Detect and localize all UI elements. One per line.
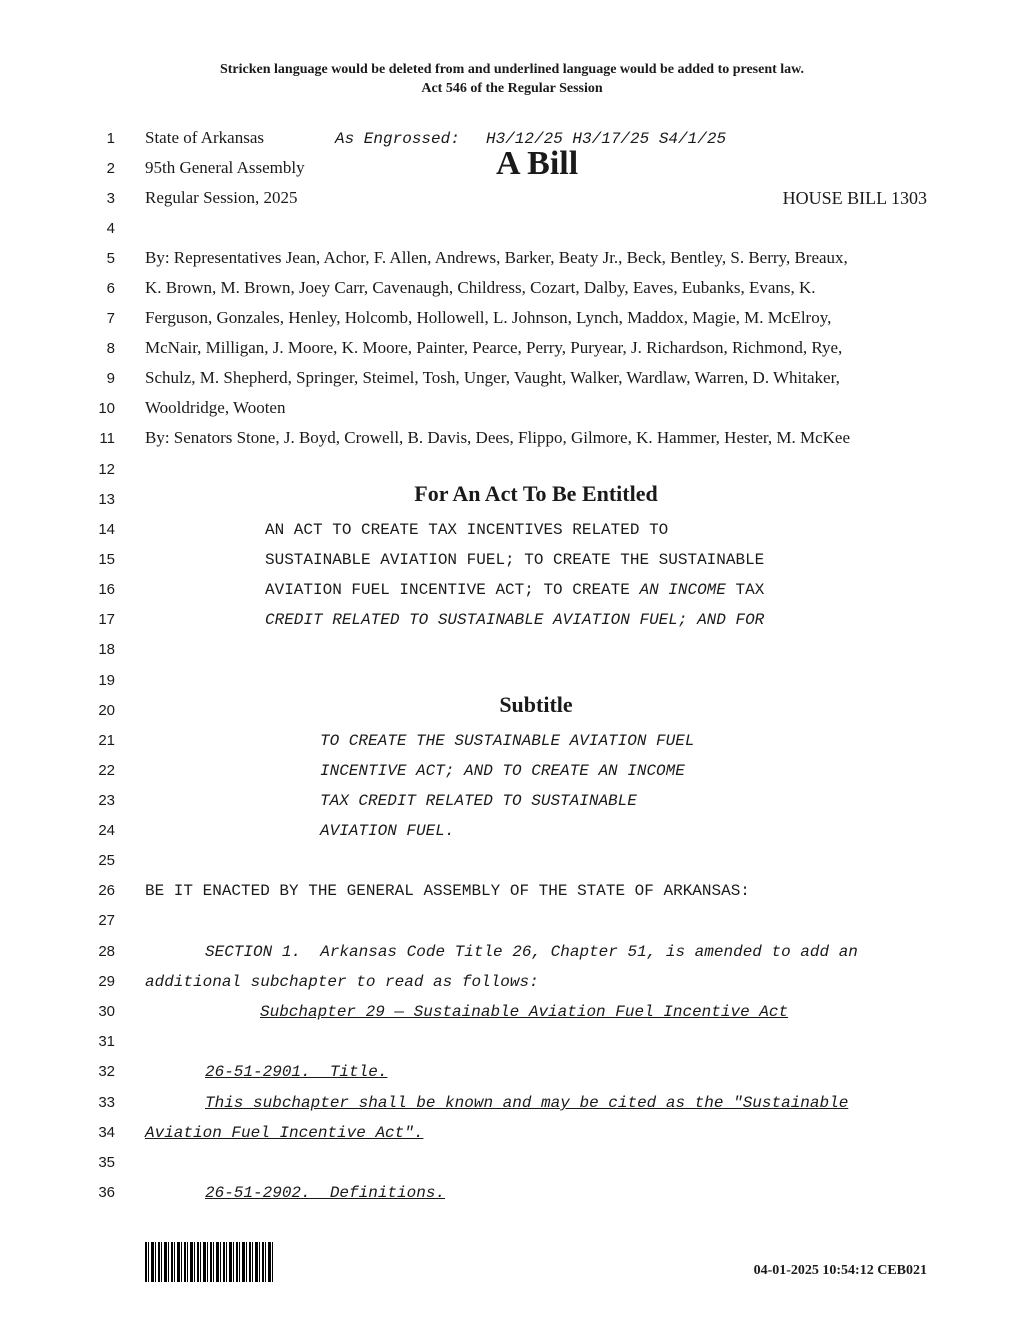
act-title-line: AN ACT TO CREATE TAX INCENTIVES RELATED TO — [265, 521, 669, 539]
subtitle-line: TAX CREDIT RELATED TO SUSTAINABLE — [320, 792, 637, 810]
line-number: 6 — [106, 280, 115, 297]
line-18 — [0, 638, 1024, 668]
section-2902-heading: 26-51-2902. Definitions. — [205, 1184, 446, 1202]
house-sponsors-line: Ferguson, Gonzales, Henley, Holcomb, Hollowell, L. Johnson, Lynch, Maddox, Magie, M. McElroy, — [145, 308, 832, 327]
line-5 — [0, 247, 1024, 277]
line-27 — [0, 909, 1024, 939]
line-number: 20 — [98, 702, 115, 719]
line-number: 25 — [98, 852, 115, 869]
line-33 — [0, 1091, 1024, 1121]
section-1-text: additional subchapter to read as follows: — [145, 973, 539, 991]
line-number: 2 — [106, 160, 115, 177]
senate-sponsors: By: Senators Stone, J. Boyd, Crowell, B. Davis, Dees, Flippo, Gilmore, K. Hammer, Hester, M. McKee — [145, 428, 850, 447]
state-name: State of Arkansas — [145, 128, 264, 147]
engrossed-label: As Engrossed: — [335, 130, 460, 148]
line-number: 29 — [98, 973, 115, 990]
line-number: 11 — [99, 430, 115, 447]
line-number: 3 — [106, 190, 115, 207]
house-sponsors-line: McNair, Milligan, J. Moore, K. Moore, Painter, Pearce, Perry, Puryear, J. Richardson, Richmond, Rye, — [145, 338, 843, 357]
print-timestamp: 04-01-2025 10:54:12 CEB021 — [753, 1263, 927, 1278]
line-number: 26 — [98, 882, 115, 899]
section-2901-heading: 26-51-2901. Title. — [205, 1063, 388, 1081]
section-2901-text: Aviation Fuel Incentive Act". — [145, 1124, 424, 1142]
line-15 — [0, 548, 1024, 578]
act-number: Act 546 of the Regular Session — [421, 81, 603, 96]
act-title-end: TAX — [725, 581, 765, 599]
house-sponsors-line: Wooldridge, Wooten — [145, 398, 286, 417]
line-number: 30 — [98, 1003, 115, 1020]
line-number: 17 — [98, 611, 115, 628]
line-29 — [0, 970, 1024, 1000]
line-number: 21 — [98, 732, 115, 749]
house-sponsors-line: By: Representatives Jean, Achor, F. Allen, Andrews, Barker, Beaty Jr., Beck, Bentley, S. Berry, Breaux, — [145, 248, 848, 267]
line-13 — [0, 481, 1024, 518]
line-26 — [0, 879, 1024, 909]
line-3 — [0, 187, 1024, 217]
general-assembly: 95th General Assembly — [145, 158, 305, 177]
line-21 — [0, 729, 1024, 759]
act-title-plain: AVIATION FUEL INCENTIVE ACT; TO CREATE — [265, 581, 640, 599]
line-17 — [0, 608, 1024, 638]
line-number: 24 — [98, 822, 115, 839]
line-14 — [0, 518, 1024, 548]
line-2 — [0, 145, 1024, 187]
line-number: 27 — [98, 912, 115, 929]
section-1-text: SECTION 1. Arkansas Code Title 26, Chapter 51, is amended to add an — [205, 943, 858, 961]
act-title-line: SUSTAINABLE AVIATION FUEL; TO CREATE THE SUSTAINABLE — [265, 551, 765, 569]
subtitle-line: TO CREATE THE SUSTAINABLE AVIATION FUEL — [320, 732, 695, 750]
line-number: 1 — [106, 130, 115, 147]
act-title-line: CREDIT RELATED TO SUSTAINABLE AVIATION FUEL; AND FOR — [265, 611, 765, 629]
line-number: 9 — [106, 370, 115, 387]
line-number: 22 — [98, 762, 115, 779]
line-number: 19 — [98, 672, 115, 689]
act-title-line — [265, 580, 764, 600]
line-7 — [0, 307, 1024, 337]
line-number: 12 — [98, 461, 115, 478]
line-number: 14 — [98, 521, 115, 538]
title-heading: For An Act To Be Entitled — [414, 481, 658, 506]
line-22 — [0, 759, 1024, 789]
barcode-image — [145, 1242, 275, 1282]
line-8 — [0, 337, 1024, 367]
line-number: 32 — [98, 1063, 115, 1080]
line-number: 35 — [98, 1154, 115, 1171]
line-number: 34 — [98, 1124, 115, 1141]
notice-line-1: Stricken language would be deleted from and underlined language would be added to present law. — [219, 62, 805, 77]
line-number: 36 — [98, 1184, 115, 1201]
subchapter-title: Subchapter 29 — Sustainable Aviation Fuel Incentive Act — [260, 1003, 789, 1021]
subtitle-heading: Subtitle — [499, 692, 573, 717]
line-number: 7 — [106, 310, 115, 327]
line-25 — [0, 849, 1024, 879]
line-20 — [0, 692, 1024, 729]
line-10 — [0, 397, 1024, 427]
house-sponsors-line: K. Brown, M. Brown, Joey Carr, Cavenaugh, Childress, Cozart, Dalby, Eaves, Eubanks, Evans, K. — [145, 278, 816, 297]
document-type: A Bill — [496, 145, 579, 182]
line-number: 31 — [98, 1033, 115, 1050]
line-30 — [0, 1000, 1024, 1030]
line-number: 28 — [98, 943, 115, 960]
line-24 — [0, 819, 1024, 849]
section-2901-text: This subchapter shall be known and may be cited as the "Sustainable — [205, 1094, 849, 1112]
line-28 — [0, 940, 1024, 970]
line-number: 5 — [106, 250, 115, 267]
line-23 — [0, 789, 1024, 819]
line-16 — [0, 578, 1024, 608]
line-9 — [0, 367, 1024, 397]
line-number: 8 — [106, 340, 115, 357]
line-number: 10 — [98, 400, 115, 417]
line-number: 15 — [98, 551, 115, 568]
line-32 — [0, 1060, 1024, 1090]
subtitle-line: INCENTIVE ACT; AND TO CREATE AN INCOME — [320, 762, 685, 780]
line-11 — [0, 427, 1024, 457]
subtitle-line: AVIATION FUEL. — [320, 822, 455, 840]
line-number: 33 — [98, 1094, 115, 1111]
line-number: 23 — [98, 792, 115, 809]
engrossed-dates: H3/12/25 H3/17/25 S4/1/25 — [486, 130, 727, 148]
line-number: 18 — [98, 641, 115, 658]
line-number: 4 — [106, 220, 115, 237]
enacting-clause: BE IT ENACTED BY THE GENERAL ASSEMBLY OF THE STATE OF ARKANSAS: — [145, 882, 750, 900]
act-title-italic: AN INCOME — [639, 581, 726, 599]
line-36 — [0, 1181, 1024, 1211]
session-name: Regular Session, 2025 — [145, 188, 298, 207]
bill-number: HOUSE BILL 1303 — [782, 188, 927, 208]
line-number: 16 — [98, 581, 115, 598]
line-6 — [0, 277, 1024, 307]
line-35 — [0, 1151, 1024, 1181]
line-number: 13 — [98, 491, 115, 508]
line-4 — [0, 217, 1024, 247]
line-31 — [0, 1030, 1024, 1060]
house-sponsors-line: Schulz, M. Shepherd, Springer, Steimel, Tosh, Unger, Vaught, Walker, Wardlaw, Warren, D. Whitaker, — [145, 368, 840, 387]
line-34 — [0, 1121, 1024, 1151]
